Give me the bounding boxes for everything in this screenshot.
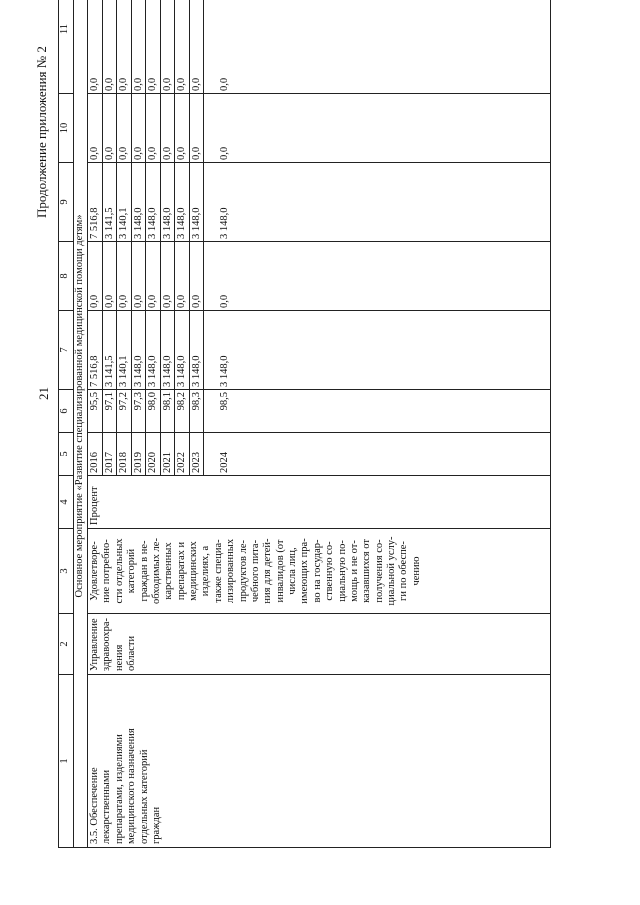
col9-item: 7 516,8 <box>88 163 103 241</box>
program-table <box>58 0 551 848</box>
year-list <box>88 433 232 475</box>
col8-column <box>88 242 551 311</box>
header-cell-9: 9 <box>59 163 74 242</box>
col11-item: 0,0 <box>117 0 132 93</box>
col9-item: 3 141,5 <box>103 163 118 241</box>
value-list <box>88 390 232 432</box>
header-cell-7: 7 <box>59 311 74 390</box>
year-item: 2017 <box>103 433 118 475</box>
col10-item: 0,0 <box>161 94 176 162</box>
value-item: 98,1 <box>161 390 176 432</box>
col7-item: 3 148,0 <box>175 311 190 389</box>
col9-item: 3 140,1 <box>117 163 132 241</box>
col11-item: 0,0 <box>175 0 190 93</box>
header-cell-8: 8 <box>59 242 74 311</box>
value-item: 98,3 <box>190 390 205 432</box>
year-column <box>88 433 551 476</box>
header-cell-11: 11 <box>59 0 74 94</box>
value-item: 97,2 <box>117 390 132 432</box>
col9-column <box>88 163 551 242</box>
col10-item: 0,0 <box>132 94 147 162</box>
col7-item: 7 516,8 <box>88 311 103 389</box>
section-title: Основное мероприятие «Развитие специализированной медицинской помощи детям» <box>74 0 88 848</box>
col8-item: 0,0 <box>190 242 205 310</box>
col7-item: 3 141,5 <box>103 311 118 389</box>
col7-item: 3 148,0 <box>190 311 205 389</box>
year-item: 2022 <box>175 433 190 475</box>
col7-item: 3 148,0 <box>146 311 161 389</box>
col9-item: 3 148,0 <box>161 163 176 241</box>
col10-item: 0,0 <box>175 94 190 162</box>
col11-item: 0,0 <box>103 0 118 93</box>
col10-item: 0,0 <box>117 94 132 162</box>
year-item: 2016 <box>88 433 103 475</box>
col7-item: 3 140,1 <box>117 311 132 389</box>
header-cell-1: 1 <box>59 675 74 848</box>
rotated-table-canvas <box>58 20 590 848</box>
header-row <box>59 0 74 848</box>
col9-item: 3 148,0 <box>219 207 230 239</box>
col8-item: 0,0 <box>117 242 132 310</box>
indicator-cell: Удовлетворе- ние потребно- сти отдельных категорий граждан в не- обходимых ле- карственных препаратах и медицинских изделиях, а также специа- лизированных продуктов ле- чебного пита- ния для детей- инвалидов (от числа лиц, имеющих пра- во на государ- ственную со- циальную по- мощь и не от- казавшихся от получения со- циальной услу- ги по обеспе- чению <box>88 529 551 614</box>
year-item: 2018 <box>117 433 132 475</box>
year-item: 2020 <box>146 433 161 475</box>
col9-list <box>88 163 232 241</box>
col7-column <box>88 311 551 390</box>
col7-list <box>88 311 232 389</box>
value-item: 98,0 <box>146 390 161 432</box>
col8-item: 0,0 <box>88 242 103 310</box>
measure-cell: 3.5. Обеспечение лекарственными препаратами, изделиями медицинского назначения отдельных категорий граждан <box>88 675 551 848</box>
value-item: 95,5 <box>88 390 103 432</box>
col11-list <box>88 0 232 93</box>
year-item: 2024 <box>219 452 230 473</box>
header-cell-6: 6 <box>59 390 74 433</box>
header-cell-2: 2 <box>59 614 74 675</box>
col10-item: 0,0 <box>146 94 161 162</box>
col11-item: 0,0 <box>161 0 176 93</box>
col7-item: 3 148,0 <box>132 311 147 389</box>
col10-item: 0,0 <box>103 94 118 162</box>
col9-item: 3 148,0 <box>190 163 205 241</box>
col10-item: 0,0 <box>88 94 103 162</box>
year-item: 2019 <box>132 433 147 475</box>
col9-item: 3 148,0 <box>146 163 161 241</box>
col10-item: 0,0 <box>190 94 205 162</box>
col8-item: 0,0 <box>161 242 176 310</box>
page-number: 21 <box>36 387 51 400</box>
col8-item: 0,0 <box>132 242 147 310</box>
header-cell-4: 4 <box>59 476 74 529</box>
unit-cell: Процент <box>88 476 551 529</box>
col8-item: 0,0 <box>219 294 230 308</box>
col10-item: 0,0 <box>219 146 230 160</box>
section-row <box>74 0 88 848</box>
col10-list <box>88 94 232 162</box>
col11-item: 0,0 <box>219 77 230 91</box>
header-cell-3: 3 <box>59 529 74 614</box>
col11-column <box>88 0 551 94</box>
col8-item: 0,0 <box>146 242 161 310</box>
col10-column <box>88 94 551 163</box>
col8-item: 0,0 <box>103 242 118 310</box>
col11-item: 0,0 <box>88 0 103 93</box>
col11-item: 0,0 <box>146 0 161 93</box>
col11-item: 0,0 <box>132 0 147 93</box>
col8-item: 0,0 <box>175 242 190 310</box>
value-item: 97,3 <box>132 390 147 432</box>
col7-item: 3 148,0 <box>161 311 176 389</box>
value-column <box>88 390 551 433</box>
col11-item: 0,0 <box>190 0 205 93</box>
col7-item: 3 148,0 <box>219 355 230 387</box>
executor-cell: Управление здравоохра- нения области <box>88 614 551 675</box>
header-cell-5: 5 <box>59 433 74 476</box>
table-row <box>88 0 551 848</box>
col8-list <box>88 242 232 310</box>
col9-item: 3 148,0 <box>175 163 190 241</box>
year-item: 2021 <box>161 433 176 475</box>
value-item: 97,1 <box>103 390 118 432</box>
annex-note: Продолжение приложения № 2 <box>34 46 49 218</box>
value-item: 98,5 <box>219 392 230 411</box>
header-cell-10: 10 <box>59 94 74 163</box>
value-item: 98,2 <box>175 390 190 432</box>
year-item: 2023 <box>190 433 205 475</box>
col9-item: 3 148,0 <box>132 163 147 241</box>
